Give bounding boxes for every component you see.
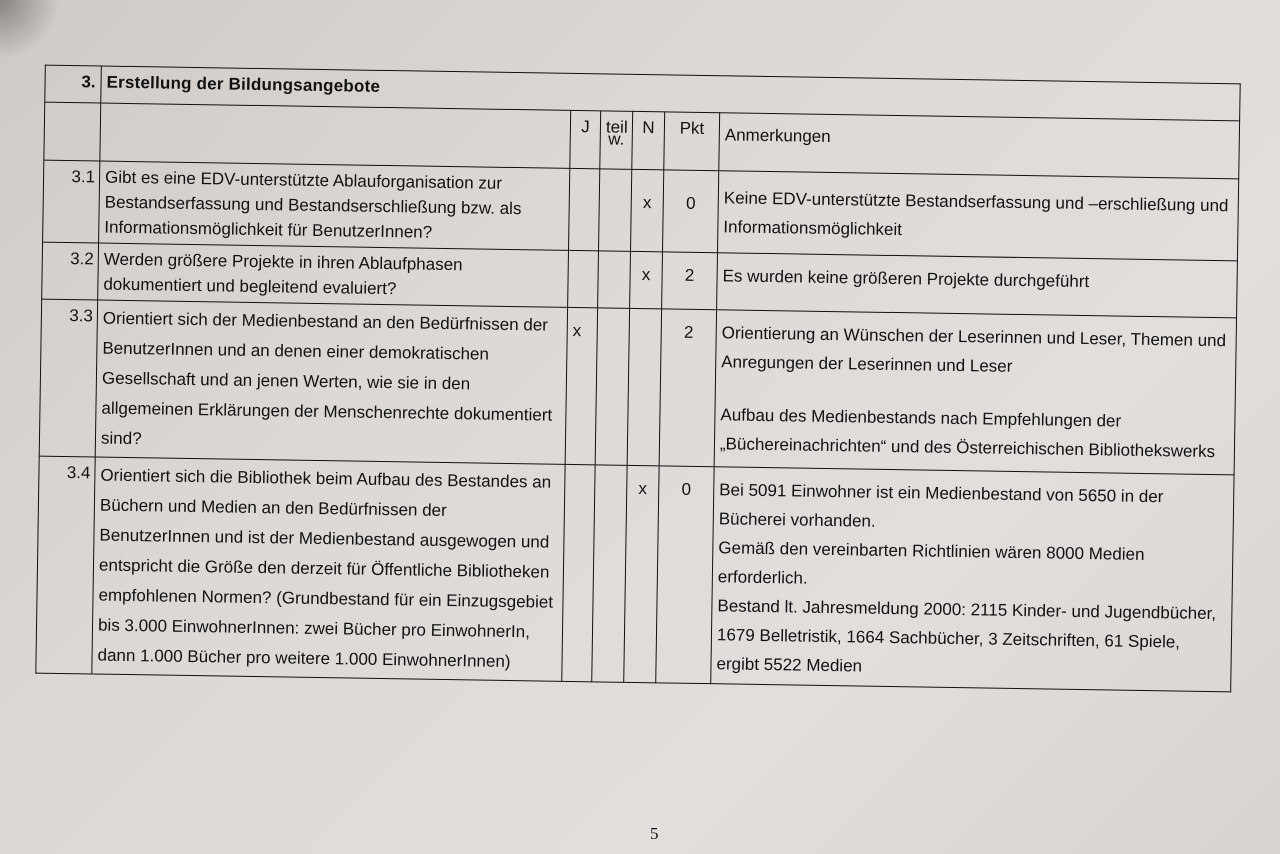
- row-question: Orientiert sich der Medienbestand an den Bedürfnissen der BenutzerInnen und an denen einer demokratischen Gesellschaft und an jenen Werten, wie sie in den allgemeinen Erklärungen der Menschenrechte dokumentiert sind?: [95, 300, 567, 464]
- row-teilw: [598, 251, 631, 308]
- header-anmerkungen: Anmerkungen: [719, 113, 1240, 179]
- row-j: [569, 168, 600, 250]
- header-j: J: [570, 110, 601, 168]
- row-pkt: 0: [656, 466, 714, 684]
- row-n: x: [630, 169, 663, 251]
- row-n: [627, 308, 661, 465]
- table-row: [36, 456, 1234, 692]
- row-teilw: [595, 308, 629, 465]
- header-empty-number: [44, 102, 101, 161]
- remark-line: Keine EDV-unterstützte Bestandserfassung und –erschließung und Informationsmöglichkeit: [723, 188, 1229, 240]
- row-question: Orientiert sich die Bibliothek beim Aufbau des Bestandes an Büchern und Medien an den Bedürfnissen der BenutzerInnen und ist der Medienbestand ausgewogen und entspricht die Größe den derzeit für Öffentliche Bibliotheken empfohlenen Normen? (Grundbestand für ein Einzugsgebiet bis 3.000 EinwohnerInnen: zwei Bücher pro EinwohnerIn, dann 1.000 Bücher pro weitere 1.000 EinwohnerInnen): [92, 457, 565, 681]
- row-remarks: [711, 467, 1234, 692]
- row-pkt: 0: [662, 170, 718, 253]
- remark-line: Bestand lt. Jahresmeldung 2000: 2115 Kinder- und Jugendbücher, 1679 Belletristik, 1664 Sachbücher, 3 Zeitschriften, 61 Spiele, ergibt 5522 Medien: [716, 596, 1217, 676]
- header-teilweise: teil w.: [600, 111, 633, 169]
- section-number: 3.: [45, 65, 102, 103]
- header-pkt: Pkt: [664, 112, 720, 171]
- header-n: N: [632, 111, 665, 169]
- row-n: x: [630, 251, 663, 308]
- row-number: 3.3: [39, 299, 97, 457]
- row-j: x: [565, 307, 597, 464]
- remark-line: Bei 5091 Einwohner ist ein Medienbestand von 5650 in der Bücherei vorhanden.: [718, 480, 1164, 531]
- table-row: [39, 299, 1236, 475]
- row-remarks: [714, 310, 1236, 475]
- row-j: [568, 250, 599, 307]
- corner-shadow: [0, 0, 60, 60]
- row-number: 3.1: [43, 160, 100, 243]
- remark-line: Es wurden keine größeren Projekte durchgeführt: [722, 266, 1090, 292]
- row-remarks: [717, 171, 1238, 261]
- evaluation-sheet: [35, 65, 1240, 693]
- evaluation-table: [35, 65, 1240, 693]
- row-teilw: [598, 169, 631, 251]
- row-remarks: [717, 253, 1238, 318]
- section-title: Erstellung der Bildungsangebote: [101, 66, 1241, 121]
- row-question: Gibt es eine EDV-unterstützte Ablauforganisation zur Bestandserfassung und Bestandserschließung bzw. als Informationsmöglichkeit für BenutzerInnen?: [99, 161, 570, 250]
- row-teilw: [592, 465, 627, 682]
- header-empty-question: [100, 103, 571, 168]
- row-n: x: [624, 465, 659, 682]
- row-number: 3.4: [36, 456, 95, 674]
- row-number: 3.2: [42, 242, 99, 300]
- row-pkt: 2: [659, 309, 716, 467]
- row-question: Werden größere Projekte in ihren Ablaufphasen dokumentiert und begleitend evaluiert?: [98, 243, 569, 307]
- row-j: [562, 464, 595, 681]
- remark-line: Orientierung an Wünschen der Leserinnen und Leser, Themen und Anregungen der Leserinnen und Leser: [721, 323, 1227, 376]
- page-number: 5: [650, 824, 659, 843]
- row-pkt: 2: [662, 252, 718, 310]
- remark-line: Aufbau des Medienbestands nach Empfehlungen der „Büchereinachrichten“ und des Österreichischen Bibliothekswerks: [719, 405, 1216, 462]
- remark-line: Gemäß den vereinbarten Richtlinien wären 8000 Medien erforderlich.: [717, 538, 1145, 588]
